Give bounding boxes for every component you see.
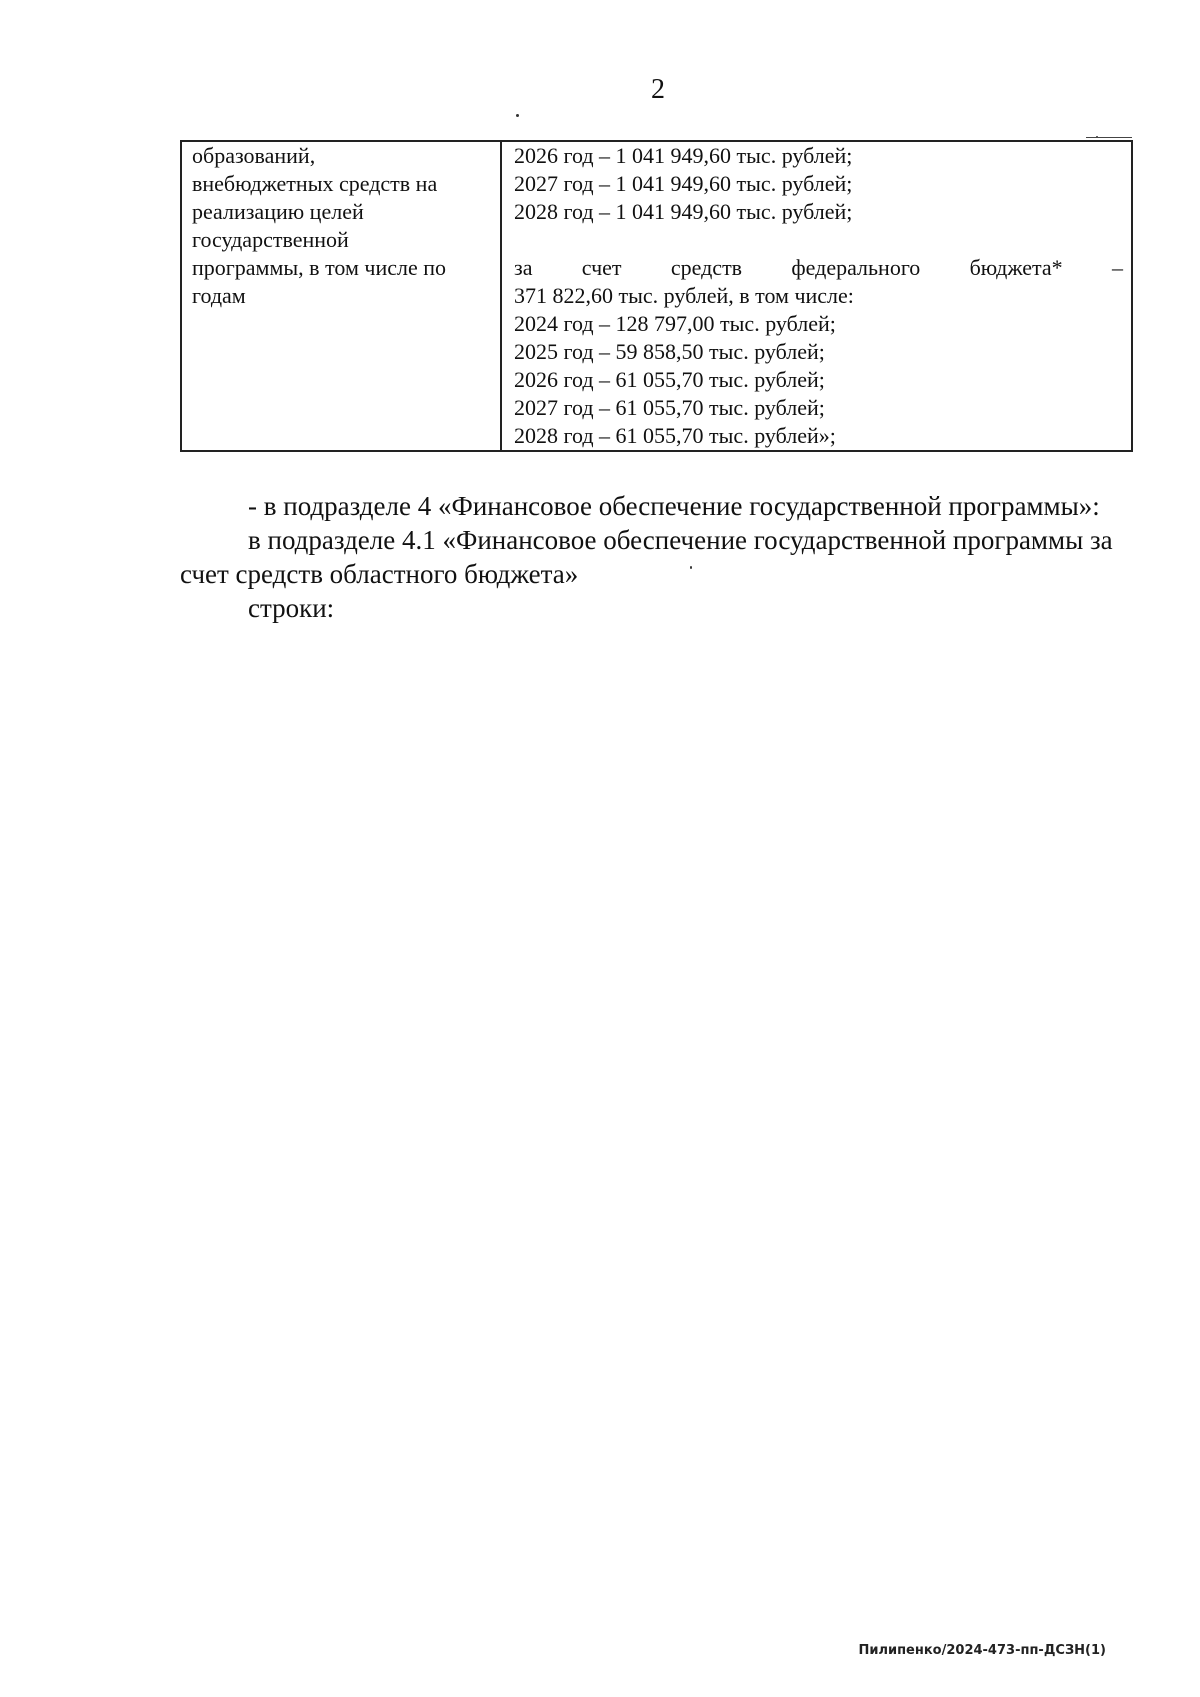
spacer	[514, 226, 1123, 254]
federal-word: за	[514, 255, 533, 280]
year-amount-line: 2026 год – 1 041 949,60 тыс. рублей;	[514, 143, 853, 168]
year-amount-line: 2027 год – 61 055,70 тыс. рублей;	[514, 395, 825, 420]
label-line: программы, в том числе по	[192, 255, 447, 280]
scan-rule-mark	[1086, 137, 1132, 138]
label-line: реализацию целей	[192, 199, 364, 224]
federal-word: –	[1111, 255, 1123, 280]
label-line: годам	[192, 283, 246, 308]
financing-table	[180, 140, 1133, 452]
paragraph-rows: строки:	[248, 593, 335, 623]
federal-word: счет	[581, 255, 622, 280]
table-row	[181, 141, 1132, 451]
year-amount-line: 2027 год – 1 041 949,60 тыс. рублей;	[514, 171, 853, 196]
page-number: 2	[651, 74, 665, 105]
paragraph-subsection-4-1: в подразделе 4.1 «Финансовое обеспечение государственной программы за счет средств областного бюджета»	[180, 525, 1113, 589]
table-cell-label	[181, 141, 501, 451]
year-amount-line: 2026 год – 61 055,70 тыс. рублей;	[514, 367, 825, 392]
federal-word: бюджета*	[969, 255, 1063, 280]
federal-budget-line	[514, 254, 1123, 282]
year-amount-line: 2028 год – 1 041 949,60 тыс. рублей;	[514, 199, 853, 224]
federal-word: федерального	[791, 255, 921, 280]
federal-total-line: 371 822,60 тыс. рублей, в том числе:	[514, 283, 854, 308]
year-amount-line: 2024 год – 128 797,00 тыс. рублей;	[514, 311, 836, 336]
label-line: образований,	[192, 143, 316, 168]
federal-word: средств	[670, 255, 743, 280]
document-code: Пилипенко/2024-473-пп-ДСЗН(1)	[858, 1643, 1106, 1658]
label-line: государственной	[192, 227, 349, 252]
label-line: внебюджетных средств на	[192, 171, 438, 196]
year-amount-line: 2028 год – 61 055,70 тыс. рублей»;	[514, 423, 836, 448]
paragraph-subsection-4: - в подразделе 4 «Финансовое обеспечение государственной программы»:	[248, 491, 1100, 521]
year-amount-line: 2025 год – 59 858,50 тыс. рублей;	[514, 339, 825, 364]
scan-speck	[516, 114, 519, 117]
table-cell-values	[501, 141, 1132, 451]
